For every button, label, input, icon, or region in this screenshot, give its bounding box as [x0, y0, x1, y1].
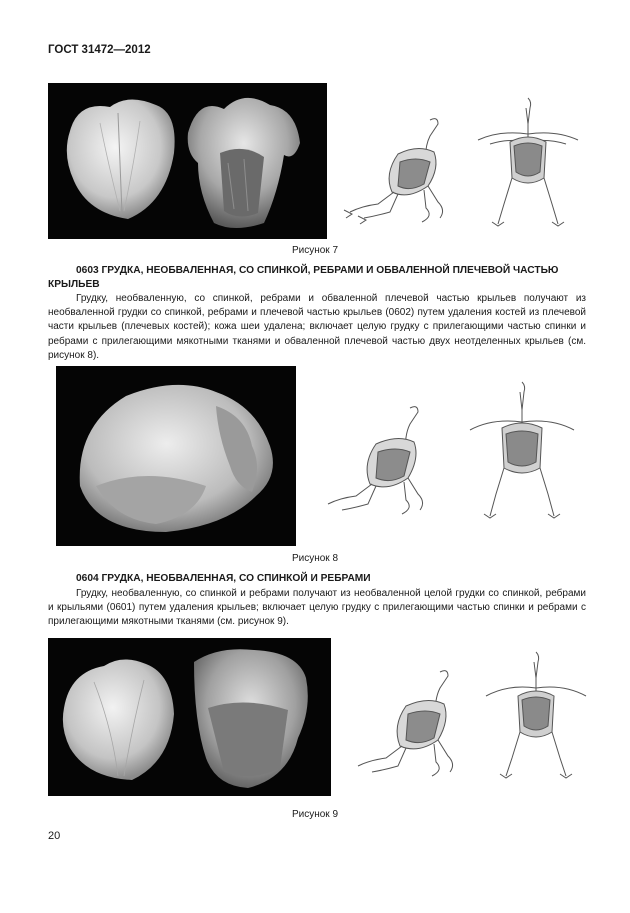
figure-9-caption: Рисунок 9: [291, 809, 339, 820]
figure-8-photo: [56, 366, 296, 546]
page-number: 20: [48, 830, 61, 842]
figure-7-caption: Рисунок 7: [291, 245, 339, 256]
section-0603-heading: 0603 ГРУДКА, НЕОБВАЛЕННАЯ, СО СПИНКОЙ, РЕБРАМИ И ОБВАЛЕННОЙ ПЛЕЧЕВОЙ ЧАСТЬЮ КРЫЛЬЕВ: [48, 265, 559, 290]
section-0603-text: Грудку, необваленную, со спинкой, ребрами и обваленной плечевой частью крыльев получают из необваленной грудки со спинкой, ребрами и плечевой частью крыльев (0602) путем удаления костей из плечевой части крыльев (плечевых костей); кожа шеи удалена; включает целую грудку с прилегающими частью спинки и ребрами с прилегающими мякотными тканями и обваленной плечевой частью двух неотделенных крыльев (см. рисунок 8).: [48, 293, 586, 361]
document-header: ГОСТ 31472—2012: [48, 44, 151, 56]
figure-7-skeleton-front: [470, 94, 586, 234]
figure-9-photo: [48, 638, 331, 796]
breast-photo-image: [48, 83, 327, 239]
figure-8-skeleton-side: [318, 398, 448, 522]
section-0604-heading: 0604 ГРУДКА, НЕОБВАЛЕННАЯ, СО СПИНКОЙ И РЕБРАМИ: [76, 573, 371, 584]
figure-9-skeleton-side: [348, 662, 478, 784]
figure-9-skeleton-front: [478, 648, 594, 788]
figure-7-photo: [48, 83, 327, 239]
figure-8-skeleton-front: [462, 378, 582, 528]
figure-8-caption: Рисунок 8: [291, 553, 339, 564]
breast-photo-image: [48, 638, 331, 796]
figure-7-skeleton-side: [338, 108, 468, 230]
section-0604-text: Грудку, необваленную, со спинкой и ребрами получают из необваленной целой грудки со спинкой, ребрами и крыльями (0601) путем удаления крыльев; включает целую грудку с прилегающими частью спинки и ребрами с прилегающими мякотными тканями (см. рисунок 9).: [48, 588, 586, 628]
breast-photo-image: [56, 366, 296, 546]
